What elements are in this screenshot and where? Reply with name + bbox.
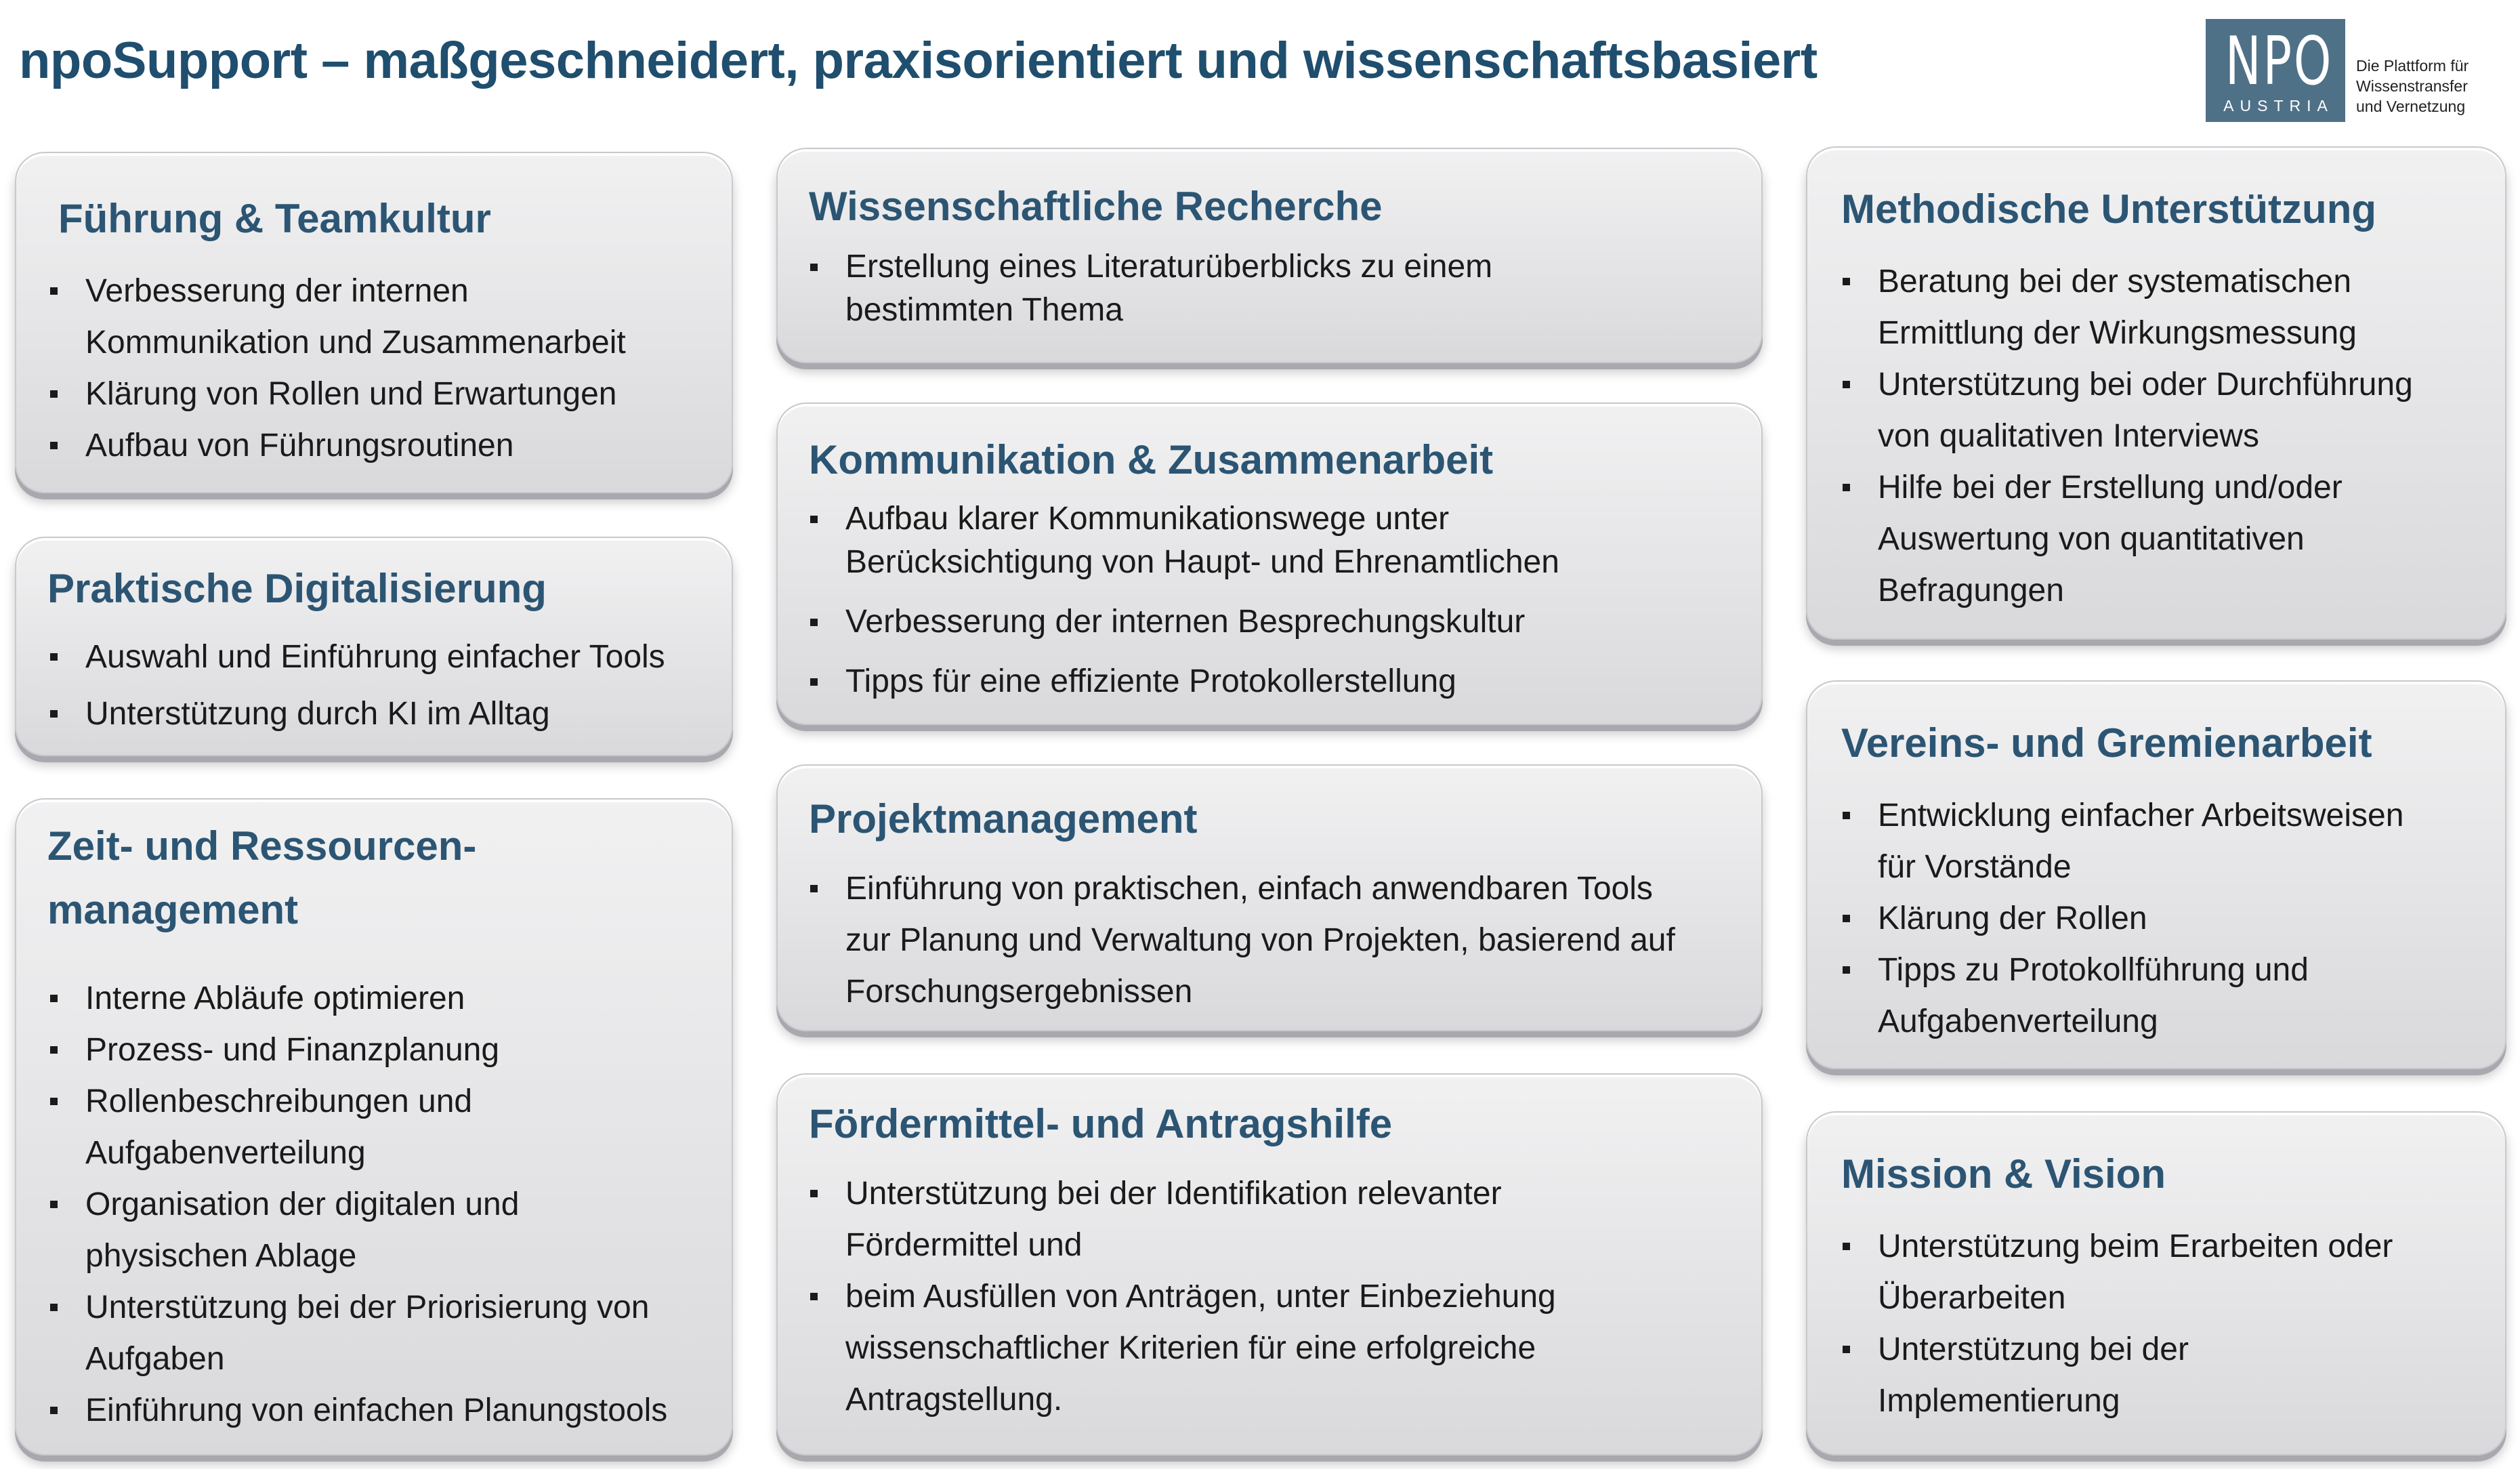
bullet-list — [1841, 1221, 2393, 1427]
list-item-line: Verbesserung der internen — [85, 273, 469, 309]
list-item-line: Einführung von einfachen Planungstools — [85, 1392, 668, 1428]
card-foerdermittel-antragshilfe — [776, 1073, 1763, 1455]
list-item-line: Unterstützung bei oder Durchführung — [1878, 367, 2413, 402]
card-title: Projektmanagement — [809, 796, 1198, 842]
list-item-line: Prozess- und Finanzplanung — [85, 1032, 500, 1068]
list-item-line: Kommunikation und Zusammenarbeit — [85, 325, 626, 360]
list-item-line: Aufbau klarer Kommunikationswege unter — [845, 501, 1450, 537]
list-item-line: Unterstützung bei der Identifikation relevanter — [845, 1176, 1502, 1212]
logo-npo-text: NPO — [2225, 23, 2334, 100]
list-item — [809, 600, 1559, 644]
logo-mark — [2206, 19, 2345, 122]
logo-austria-text: AUSTRIA — [2223, 97, 2334, 115]
list-item-line: Forschungsergebnissen — [845, 974, 1193, 1010]
list-item-line: Klärung von Rollen und Erwartungen — [85, 376, 617, 412]
logo-tagline-line: und Vernetzung — [2356, 98, 2466, 115]
list-item — [49, 1025, 667, 1076]
card-title: Führung & Teamkultur — [58, 196, 491, 241]
card-title: Fördermittel- und Antragshilfe — [809, 1101, 1393, 1146]
card-title-line: management — [47, 887, 299, 932]
list-item — [809, 660, 1559, 703]
list-item — [1841, 462, 2413, 617]
card-vereins-gremienarbeit — [1806, 680, 2506, 1069]
page-title: npoSupport – maßgeschneidert, praxisorientiert und wissenschaftsbasiert — [19, 32, 1818, 89]
card-title: Methodische Unterstützung — [1841, 186, 2376, 232]
list-item-line: Organisation der digitalen und — [85, 1186, 520, 1222]
bullet-list — [809, 245, 1492, 332]
list-item-line: Rollenbeschreibungen und — [85, 1083, 473, 1119]
list-item-line: Antragstellung. — [845, 1382, 1063, 1418]
card-fuehrung-teamkultur — [15, 152, 733, 493]
list-item — [49, 973, 667, 1025]
list-item-line: Tipps für eine effiziente Protokollerstellung — [845, 663, 1456, 699]
list-item-line: beim Ausfüllen von Anträgen, unter Einbeziehung — [845, 1279, 1556, 1315]
card-title-line: Zeit- und Ressourcen- — [47, 823, 477, 869]
list-item-line: Aufgabenverteilung — [85, 1135, 366, 1171]
list-item — [49, 266, 626, 369]
list-item-line: Implementierung — [1878, 1383, 2120, 1419]
card-title: Vereins- und Gremienarbeit — [1841, 720, 2372, 766]
list-item-line: zur Planung und Verwaltung von Projekten, basierend auf — [845, 922, 1675, 958]
npo-austria-logo — [2206, 19, 2504, 125]
card-kommunikation-zusammenarbeit — [776, 402, 1763, 725]
list-item — [1841, 1221, 2393, 1324]
card-title: Kommunikation & Zusammenarbeit — [809, 437, 1494, 482]
list-item-line: bestimmten Thema — [845, 292, 1123, 328]
list-item-line: Unterstützung bei der Priorisierung von — [85, 1289, 650, 1325]
bullet-list — [809, 1168, 1556, 1426]
list-item-line: Befragungen — [1878, 573, 2064, 608]
card-zeit-ressourcenmanagement — [15, 798, 733, 1455]
list-item — [49, 1385, 667, 1436]
list-item — [1841, 945, 2403, 1048]
list-item-line: Tipps zu Protokollführung und — [1878, 952, 2309, 988]
logo-tagline-line: Wissenstransfer — [2356, 77, 2468, 95]
list-item-line: Aufbau von Führungsroutinen — [85, 428, 514, 463]
list-item-line: Berücksichtigung von Haupt- und Ehrenamtlichen — [845, 544, 1559, 580]
list-item-line: Überarbeiten — [1878, 1280, 2066, 1316]
list-item-line: Interne Abläufe optimieren — [85, 980, 465, 1016]
list-item-line: Beratung bei der systematischen — [1878, 264, 2352, 299]
list-item-line: Unterstützung beim Erarbeiten oder — [1878, 1228, 2393, 1264]
list-item-line: Aufgaben — [85, 1341, 225, 1377]
list-item — [49, 1282, 667, 1385]
list-item-line: Fördermittel und — [845, 1227, 1083, 1263]
logo-tagline — [2356, 56, 2469, 117]
list-item — [1841, 1324, 2393, 1427]
card-mission-vision — [1806, 1111, 2506, 1455]
list-item-line: Unterstützung durch KI im Alltag — [85, 696, 550, 732]
list-item — [49, 369, 626, 420]
list-item-line: Aufgabenverteilung — [1878, 1004, 2158, 1039]
list-item — [809, 863, 1675, 1018]
list-item — [809, 497, 1559, 584]
bullet-list — [809, 863, 1675, 1018]
list-item — [809, 1168, 1556, 1271]
list-item-line: Klärung der Rollen — [1878, 901, 2147, 936]
list-item-line: Auswertung von quantitativen — [1878, 521, 2305, 557]
list-item-line: Erstellung eines Literaturüberblicks zu einem — [845, 249, 1493, 285]
list-item-line: Hilfe bei der Erstellung und/oder — [1878, 470, 2343, 505]
list-item-line: Entwicklung einfacher Arbeitsweisen — [1878, 798, 2404, 833]
list-item-line: von qualitativen Interviews — [1878, 418, 2259, 454]
list-item — [49, 1076, 667, 1179]
list-item — [1841, 256, 2413, 359]
bullet-list — [1841, 790, 2403, 1048]
card-title — [47, 814, 476, 942]
list-item-line: Einführung von praktischen, einfach anwendbaren Tools — [845, 871, 1653, 907]
list-item-line: wissenschaftlicher Kriterien für eine erfolgreiche — [845, 1330, 1536, 1366]
list-item — [49, 632, 665, 683]
card-praktische-digitalisierung — [15, 537, 733, 756]
logo-tagline-line: Die Plattform für — [2356, 57, 2469, 75]
list-item — [1841, 893, 2403, 945]
list-item — [1841, 359, 2413, 462]
card-title: Mission & Vision — [1841, 1151, 2166, 1197]
list-item — [49, 688, 665, 740]
card-projektmanagement — [776, 764, 1763, 1031]
list-item-line: physischen Ablage — [85, 1238, 357, 1274]
bullet-list — [809, 497, 1559, 703]
card-title: Wissenschaftliche Recherche — [809, 184, 1383, 229]
list-item — [49, 420, 626, 472]
list-item — [49, 1179, 667, 1282]
card-wissenschaftliche-recherche — [776, 148, 1763, 363]
card-methodische-unterstuetzung — [1806, 146, 2506, 640]
bullet-list — [1841, 256, 2413, 617]
list-item-line: Ermittlung der Wirkungsmessung — [1878, 315, 2357, 351]
list-item — [809, 245, 1492, 332]
bullet-list — [49, 266, 626, 472]
list-item — [1841, 790, 2403, 893]
list-item-line: für Vorstände — [1878, 849, 2072, 885]
list-item-line: Verbesserung der internen Besprechungskultur — [845, 604, 1526, 640]
bullet-list — [49, 973, 667, 1436]
card-title: Praktische Digitalisierung — [47, 566, 547, 611]
bullet-list — [49, 632, 665, 740]
list-item-line: Auswahl und Einführung einfacher Tools — [85, 639, 665, 675]
list-item — [809, 1271, 1556, 1426]
list-item-line: Unterstützung bei der — [1878, 1331, 2189, 1367]
